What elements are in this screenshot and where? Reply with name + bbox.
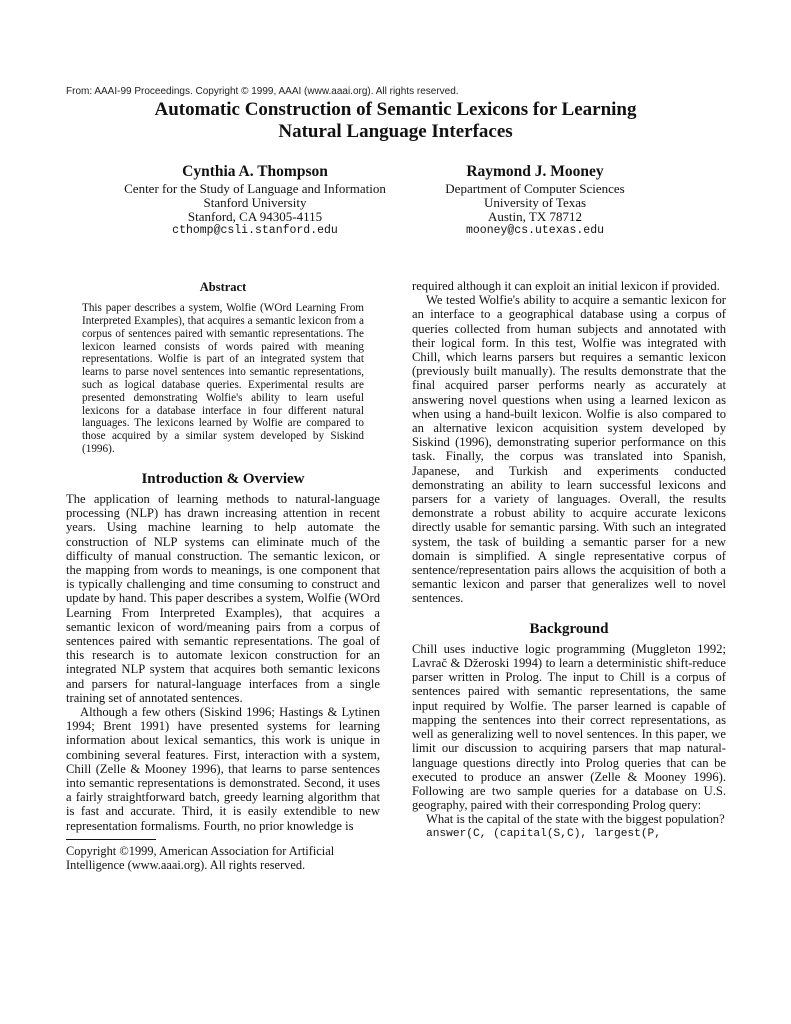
background-paragraph: Chill uses inductive logic programming (Muggleton 1992; Lavrač & Džeroski 1994) to learn a deterministic shift-reduce parser written in Prolog. The input to Chill is a corpus of sentences paired with semantic representations, the same input required by Wolfie. The parser learned is capable of mapping the sentences into their correct representations, as well as generalizing well to novel sentences. In this paper, we limit our discussion to acquiring parsers that map natural-language questions directly into Prolog queries that can be executed to produce an answer (Zelle & Mooney 1996). Following are two sample queries for a database on U.S. geography, paired with their corresponding Prolog query: (412, 641, 726, 813)
author-address: Stanford, CA 94305-4115 (187, 209, 323, 224)
left-column (66, 280, 380, 872)
intro-paragraph-3: We tested Wolfie's ability to acquire a semantic lexicon for an interface to a geographical database using a corpus of queries collected from human subjects and annotated with their logical form. In this test, Wolfie was integrated with Chill, which learns parsers but requires a semantic lexicon (previously built manually). The results demonstrate that the final acquired parser performs nearly as accurately at answering novel questions when using a learned lexicon as when using a hand-built lexicon. Wolfie is also compared to an alternative lexicon acquisition system developed by Siskind (1996), demonstrating superior performance on this task. Finally, the corpus was translated into Spanish, Japanese, and Turkish and experiments conducted demonstrating an ability to learn successful lexicons and parsers for a variety of languages. Overall, the results demonstrate a robust ability to acquire accurate lexicons directly usable for semantic parsing. With such an integrated system, the task of building a semantic parser for a new domain is simplified. A single representative corpus of sentence/representation pairs allows the acquisition of both a semantic lexicon and parser that generalizes well to novel sentences. (412, 293, 726, 606)
continued-paragraph: required although it can exploit an initial lexicon if provided. (412, 279, 720, 293)
copyright-header: From: AAAI-99 Proceedings. Copyright © 1999, AAAI (www.aaai.org). All rights reserved. (66, 86, 459, 97)
footnote-rule (66, 839, 156, 840)
author-affiliation: Department of Computer Sciences (445, 181, 625, 196)
author-block-2 (410, 162, 660, 238)
author-institution: University of Texas (483, 195, 587, 210)
sample-query-text: What is the capital of the state with the biggest population? (426, 812, 725, 827)
author-name: Cynthia A. Thompson (182, 163, 328, 180)
abstract-heading: Abstract (199, 280, 247, 294)
footnote-copyright: Copyright ©1999, American Association for Artificial Intelligence (www.aaai.org). All rights reserved. (66, 843, 335, 872)
author-block-1 (95, 162, 415, 238)
right-column (412, 279, 726, 841)
author-institution: Stanford University (203, 195, 307, 210)
paper-title (60, 99, 731, 143)
author-address: Austin, TX 78712 (487, 209, 582, 224)
intro-heading: Introduction & Overview (141, 470, 305, 487)
author-email: mooney@cs.utexas.edu (465, 224, 605, 237)
author-name: Raymond J. Mooney (466, 163, 604, 180)
intro-paragraph-2: Although a few others (Siskind 1996; Hastings & Lytinen 1994; Brent 1991) have presented systems for learning information about lexical semantics, this work is unique in combining several features. First, interaction with a system, Chill (Zelle & Mooney 1996), that learns to parse sentences into semantic representations is demonstrated. Second, it uses a fairly straightforward batch, greedy learning algorithm that is fast and accurate. Third, it is easily extendible to new representation formalisms. Fourth, no prior knowledge is (66, 705, 380, 833)
background-heading: Background (529, 620, 609, 637)
abstract-text: This paper describes a system, Wolfie (WOrd Learning From Interpreted Examples), that acquires a semantic lexicon from a corpus of sentences paired with semantic representations. The lexicon learned consists of words paired with meaning representations. Wolfie is part of an integrated system that learns to parse novel sentences into semantic representations, such as logical database queries. Experimental results are presented demonstrating Wolfie's ability to learn useful lexicons for a database interface in four different natural languages. The lexicons learned by Wolfie are compared to those acquired by a similar system developed by Siskind (1996). (82, 302, 364, 455)
title-line-1: Automatic Construction of Semantic Lexicons for Learning (154, 99, 637, 120)
author-affiliation: Center for the Study of Language and Information (124, 181, 386, 196)
intro-paragraph-1: The application of learning methods to natural-language processing (NLP) has drawn increasing attention in recent years. Using machine learning to help automate the construction of NLP systems can eliminate much of the difficulty of manual construction. The semantic lexicon, or the mapping from words to meanings, is one component that is typically challenging and time consuming to construct and update by hand. This paper describes a system, Wolfie (WOrd Learning From Interpreted Examples), that acquires a semantic lexicon of word/meaning pairs from a corpus of sentences paired with semantic representations. The goal of this research is to automate lexicon construction for an integrated NLP system that acquires both semantic lexicons and parsers for natural-language interfaces from a single training set of annotated sentences. (66, 491, 380, 705)
author-email: cthomp@csli.stanford.edu (172, 224, 338, 237)
sample-query-code: answer(C, (capital(S,C), largest(P, (426, 827, 661, 840)
title-line-2: Natural Language Interfaces (278, 121, 513, 142)
